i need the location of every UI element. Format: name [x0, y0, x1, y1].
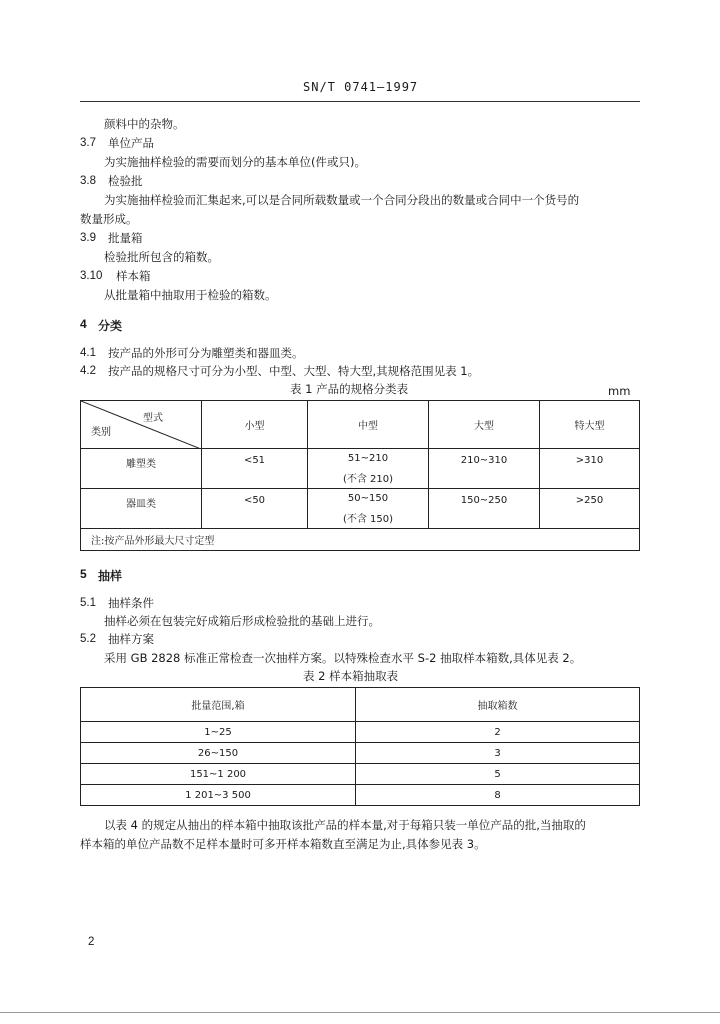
- section-title: 抽样: [98, 569, 123, 583]
- section-number: 5.2: [80, 633, 96, 645]
- table-row: [81, 743, 640, 764]
- text-line: 为实施抽样检验而汇集起来,可以是合同所载数量或一个合同分段出的数量或合同中一个货号的: [104, 193, 580, 207]
- section-title: 单位产品: [108, 136, 154, 150]
- section-number: 5.1: [80, 597, 96, 609]
- table-row: [81, 722, 640, 743]
- table1-cell: 150~250: [429, 489, 540, 529]
- table1-cell: 210~310: [429, 449, 540, 489]
- table2-count: 2: [356, 722, 640, 743]
- table1-header: 大型: [429, 401, 540, 449]
- table1-row-label: 雕塑类: [81, 449, 202, 489]
- table2-range: 1~25: [81, 722, 356, 743]
- table1-cell: <51: [202, 449, 308, 489]
- table1-caption: 表 1 产品的规格分类表: [290, 382, 409, 396]
- table1-corner-top: 型式: [143, 413, 163, 424]
- text-line: 按产品的外形可分为雕塑类和器皿类。: [108, 346, 304, 360]
- header-rule: [80, 101, 640, 102]
- section-number: 3.10: [80, 270, 103, 282]
- section-title: 样本箱: [116, 269, 151, 283]
- text-line: 采用 GB 2828 标准正常检查一次抽样方案。以特殊检查水平 S-2 抽取样本箱数,具体见表 2。: [104, 651, 582, 665]
- section-title: 批量箱: [108, 231, 143, 245]
- section-number: 4.2: [80, 365, 96, 377]
- table1-medium-value: 50~150: [347, 492, 389, 504]
- spec-classification-table: [80, 400, 640, 551]
- text-line: 以表 4 的规定从抽出的样本箱中抽取该批产品的样本量,对于每箱只装一单位产品的批,当抽取的: [104, 818, 586, 832]
- text-line: 从批量箱中抽取用于检验的箱数。: [104, 288, 277, 302]
- table1-cell: >250: [540, 489, 640, 529]
- section-title: 抽样条件: [108, 596, 154, 610]
- table1-medium-note: (不含 210): [342, 473, 394, 485]
- table-row: [81, 764, 640, 785]
- table1-header: 特大型: [540, 401, 640, 449]
- table1-header: 小型: [202, 401, 308, 449]
- table2-header: 批量范围,箱: [81, 688, 356, 722]
- table1-cell: <50: [202, 489, 308, 529]
- text-line: 颜料中的杂物。: [104, 117, 185, 131]
- table1-cell: >310: [540, 449, 640, 489]
- text-line: 样本箱的单位产品数不足样本量时可多开样本箱数直至满足为止,具体参见表 3。: [80, 837, 486, 851]
- section-number: 3.8: [80, 175, 96, 187]
- section-title: 分类: [98, 319, 123, 333]
- table2-range: 1 201~3 500: [81, 785, 356, 806]
- section-title: 检验批: [108, 174, 143, 188]
- text-line: 为实施抽样检验的需要而划分的基本单位(件或只)。: [104, 155, 366, 169]
- table-row: [81, 489, 640, 529]
- table2-range: 26~150: [81, 743, 356, 764]
- sample-box-table: [80, 687, 640, 806]
- table2-range: 151~1 200: [81, 764, 356, 785]
- section-title: 抽样方案: [108, 632, 154, 646]
- table2-count: 5: [356, 764, 640, 785]
- table2-count: 8: [356, 785, 640, 806]
- table1-corner-bottom: 类别: [91, 427, 111, 438]
- table1-unit: mm: [608, 384, 631, 398]
- table1-corner-cell: [81, 401, 202, 449]
- table-row: [81, 449, 640, 489]
- standard-number: SN/T 0741—1997: [303, 80, 419, 94]
- section-number: 5: [80, 567, 87, 581]
- table-row: [81, 785, 640, 806]
- table2-caption: 表 2 样本箱抽取表: [303, 669, 399, 683]
- section-number: 4: [80, 317, 87, 331]
- table1-row-label: 器皿类: [81, 489, 202, 529]
- section-number: 3.9: [80, 232, 96, 244]
- text-line: 检验批所包含的箱数。: [104, 250, 219, 264]
- section-number: 4.1: [80, 347, 96, 359]
- table1-cell: [308, 449, 429, 489]
- table2-count: 3: [356, 743, 640, 764]
- text-line: 按产品的规格尺寸可分为小型、中型、大型、特大型,其规格范围见表 1。: [108, 364, 480, 378]
- table1-medium-note: (不含 150): [342, 513, 394, 525]
- table1-header: 中型: [308, 401, 429, 449]
- text-line: 抽样必须在包装完好成箱后形成检验批的基础上进行。: [104, 614, 380, 628]
- section-number: 3.7: [80, 137, 96, 149]
- table1-note: 注:按产品外形最大尺寸定型: [81, 529, 640, 551]
- page-edge-line: [0, 1012, 720, 1013]
- table2-header: 抽取箱数: [356, 688, 640, 722]
- table1-medium-value: 51~210: [347, 452, 389, 464]
- table1-cell: [308, 489, 429, 529]
- page-number: 2: [88, 936, 95, 948]
- text-line: 数量形成。: [80, 212, 138, 226]
